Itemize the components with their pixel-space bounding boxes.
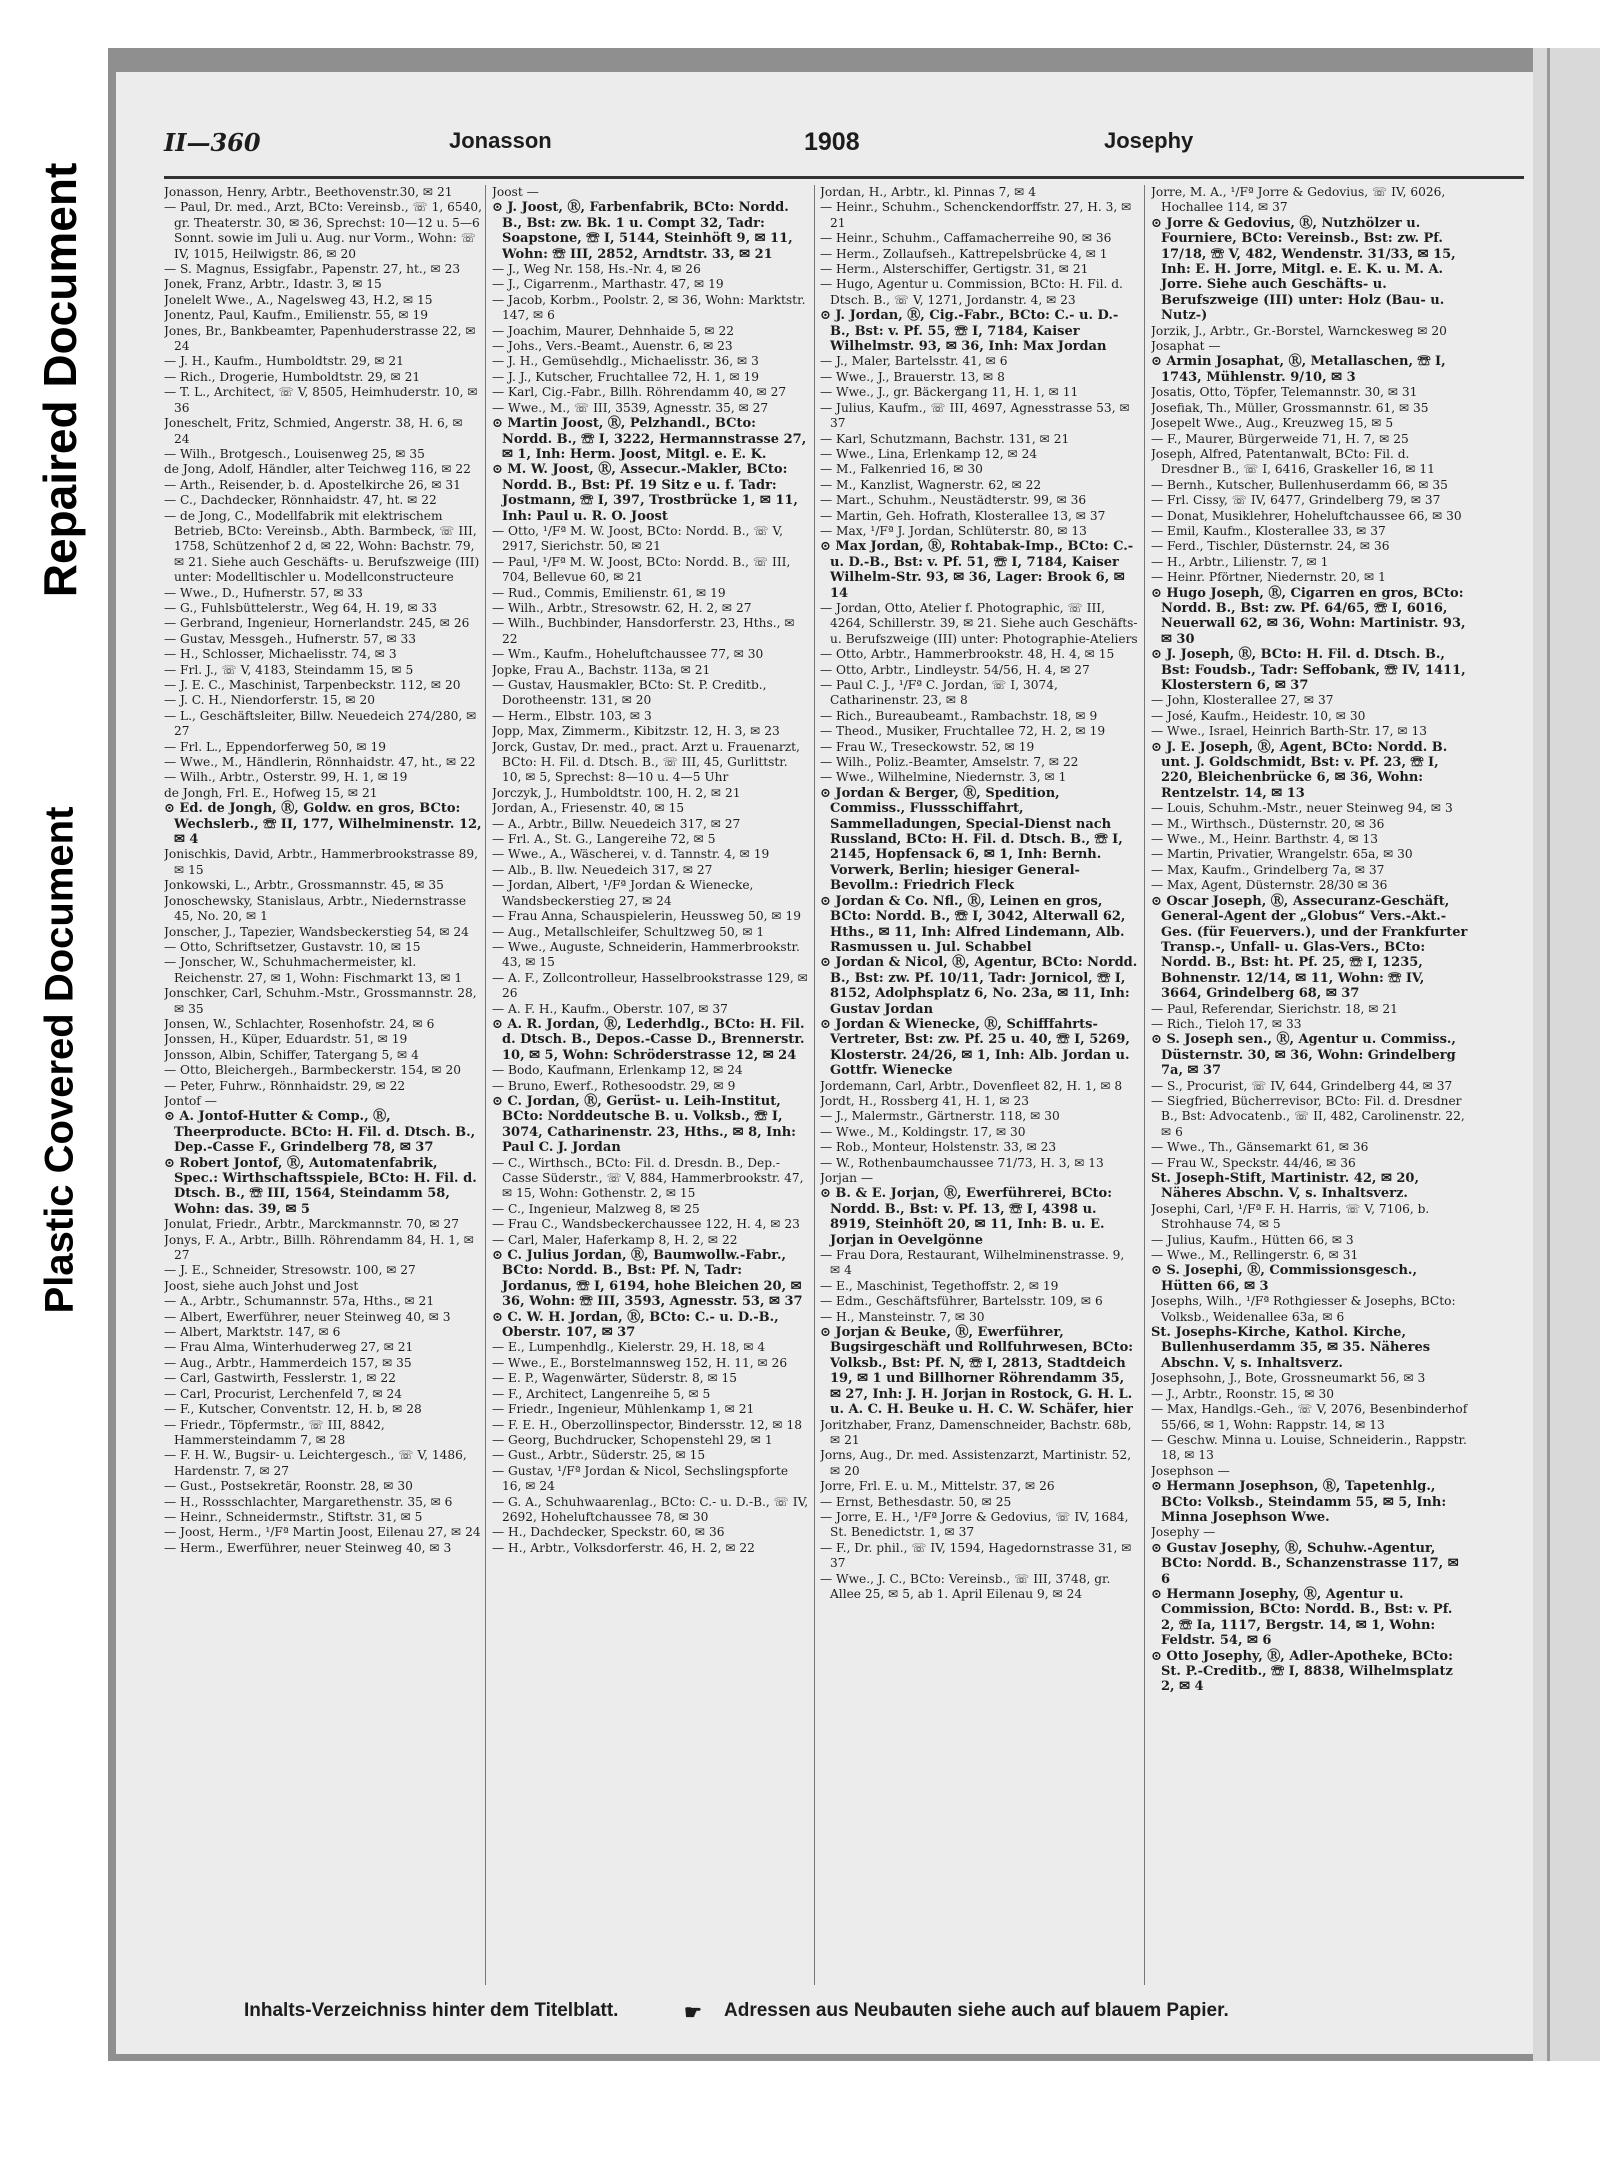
directory-entry: — José, Kaufm., Heidestr. 10, ✉ 30 bbox=[1151, 708, 1366, 723]
directory-entry: ⊙ C. W. H. Jordan, Ⓡ, BCto: C.- u. D.-B., Oberstr. 107, ✉ 37 bbox=[492, 1309, 779, 1341]
directory-entry: St. Josephs-Kirche, Kathol. Kirche, Bullenhuserdamm 35, ✉ 35. Näheres Abschn. V, s. Inhaltsverz. bbox=[1151, 1325, 1431, 1371]
directory-entry: — Herm., Elbstr. 103, ✉ 3 bbox=[492, 708, 652, 723]
directory-entry: — Max, ¹/Fª J. Jordan, Schlüterstr. 80, ✉ 13 bbox=[820, 523, 1087, 538]
directory-entry: — Jordan, Otto, Atelier f. Photographic, ☏ III, 4264, Schillerstr. 39, ✉ 21. Siehe auch Geschäfts- u. Berufszweige (III) unter: Photographie-Ateliers bbox=[820, 600, 1138, 646]
directory-entry: Jordan, H., Arbtr., kl. Pinnas 7, ✉ 4 bbox=[820, 185, 1036, 199]
directory-entry: — Arth., Reisender, b. d. Apostelkirche 26, ✉ 31 bbox=[164, 477, 461, 492]
directory-entry: Jonulat, Friedr., Arbtr., Marckmannstr. 70, ✉ 27 bbox=[164, 1217, 460, 1232]
directory-entry: — Max, Handlgs.-Geh., ☏ V, 2076, Besenbinderhof 55/66, ✉ 1, Wohn: Rappstr. 14, ✉ 13 bbox=[1151, 1402, 1468, 1432]
directory-entry: Josaphat — bbox=[1151, 339, 1221, 354]
directory-entry: — Frau C., Wandsbeckerchaussee 122, H. 4, ✉ 23 bbox=[492, 1217, 800, 1232]
directory-entry: — Friedr., Töpfermstr., ☏ III, 8842, Hammersteindamm 7, ✉ 28 bbox=[164, 1417, 385, 1447]
directory-entry: — F., Architect, Langenreihe 5, ✉ 5 bbox=[492, 1386, 711, 1401]
directory-entry: ⊙ Ed. de Jongh, Ⓡ, Goldw. en gros, BCto: Wechslerb., ☏ II, 177, Wilhelminenstr. 12, ✉ 4 bbox=[164, 801, 482, 848]
directory-entry: — Peter, Fuhrw., Rönnhaidstr. 29, ✉ 22 bbox=[164, 1078, 406, 1093]
directory-entry: ⊙ B. & E. Jorjan, Ⓡ, Ewerführerei, BCto: Nordd. B., Bst: v. Pf. 13, ☏ I, 4398 u. 8919, Steinhöft 20, ✉ 11, Inh: B. u. E. Jorjan in Oevelgönne bbox=[820, 1186, 1113, 1248]
directory-entry: ⊙ A. Jontof-Hutter & Comp., Ⓡ, Theerproducte. BCto: H. Fil. d. Dtsch. B., Dep.-Casse F., Grindelberg 78, ✉ 37 bbox=[164, 1109, 476, 1156]
year: 1908 bbox=[804, 128, 860, 156]
column-4 bbox=[1151, 185, 1469, 1985]
directory-entry: — Martin, Geh. Hofrath, Klosterallee 13, ✉ 37 bbox=[820, 508, 1106, 523]
directory-entry: — Louis, Schuhm.-Mstr., neuer Steinweg 94, ✉ 3 bbox=[1151, 801, 1453, 816]
directory-entry: — H., Rossschlachter, Margarethenstr. 35, ✉ 6 bbox=[164, 1494, 453, 1509]
directory-entry: — de Jong, C., Modellfabrik mit elektrischem Betrieb, BCto: Vereinsb., Abth. Barmbeck, ☏ III, 1758, Schützenhof 2 d, ✉ 22, Wohn: Bachstr. 79, ✉ 21. Siehe auch Geschäfts- u. Berufszweige (III) unter: Modelltischler u. Modellconstructeure bbox=[164, 508, 480, 585]
directory-entry: — J. E., Schneider, Stresowstr. 100, ✉ 27 bbox=[164, 1263, 416, 1278]
directory-entry: — Frau W., Speckstr. 44/46, ✉ 36 bbox=[1151, 1155, 1356, 1170]
directory-entry: — E. P., Wagenwärter, Süderstr. 8, ✉ 15 bbox=[492, 1371, 738, 1386]
directory-entry: ⊙ Hermann Josephson, Ⓡ, Tapetenhlg., BCto: Volksb., Steindamm 55, ✉ 5, Inh: Minna Josephson Wwe. bbox=[1151, 1479, 1447, 1525]
directory-entry: — Gustav, Hausmakler, BCto: St. P. Creditb., Dorotheenstr. 131, ✉ 20 bbox=[492, 678, 767, 708]
directory-entry: Jopp, Max, Zimmerm., Kibitzstr. 12, H. 3, ✉ 23 bbox=[492, 724, 780, 739]
repaired-document-label: Repaired Document bbox=[34, 162, 86, 598]
directory-entry: — Rob., Monteur, Holstenstr. 33, ✉ 23 bbox=[820, 1140, 1057, 1155]
directory-entry: — Paul C. J., ¹/Fª C. Jordan, ☏ I, 3074, Catharinenstr. 23, ✉ 8 bbox=[820, 678, 1058, 708]
directory-entry: — Wwe., D., Hufnerstr. 57, ✉ 33 bbox=[164, 585, 363, 600]
directory-entry: — Julius, Kaufm., ☏ III, 4697, Agnesstrasse 53, ✉ 37 bbox=[820, 400, 1130, 431]
directory-entry: ⊙ J. E. Joseph, Ⓡ, Agent, BCto: Nordd. B. unt. J. Goldschmidt, Bst: v. Pf. 23, ☏ I, 220, Bleichenbrücke 6, ✉ 36, Wohn: Rentzelstr. 14, ✉ 13 bbox=[1151, 739, 1448, 801]
directory-entry: — Theod., Musiker, Fruchtallee 72, H. 2, ✉ 19 bbox=[820, 724, 1106, 739]
directory-entry: — John, Klosterallee 27, ✉ 37 bbox=[1151, 693, 1334, 708]
directory-entry: ⊙ S. Josephi, Ⓡ, Commissionsgesch., Hütten 66, ✉ 3 bbox=[1151, 1263, 1417, 1294]
directory-entry: — A., Arbtr., Schumannstr. 57a, Hths., ✉ 21 bbox=[164, 1294, 435, 1309]
directory-entry: ⊙ Robert Jontof, Ⓡ, Automatenfabrik, Spec.: Wirthschaftsspiele, BCto: H. Fil. d. Dtsch. B., ☏ III, 1564, Steindamm 58, Wohn: das. 39, ✉ 5 bbox=[164, 1155, 477, 1217]
directory-entry: ⊙ Jordan & Berger, Ⓡ, Spedition, Commiss., Flussschiffahrt, Sammelladungen, Special-Dienst nach Russland, BCto: H. Fil. d. Dtsch. B., ☏ I, 2145, Hopfensack 6, ✉ 1, Inh: Bernh. Vorwerk, Berlin; hiesiger General-Bevollm.: Friedrich Fleck bbox=[820, 785, 1123, 894]
directory-entry: — W., Rothenbaumchaussee 71/73, H. 3, ✉ 13 bbox=[820, 1155, 1104, 1170]
directory-entry: — Bodo, Kaufmann, Erlenkamp 12, ✉ 24 bbox=[492, 1063, 743, 1078]
directory-entry: — Wwe., J. C., BCto: Vereinsb., ☏ III, 3748, gr. Allee 25, ✉ 5, ab 1. April Eilenau 9, ✉ 24 bbox=[820, 1571, 1111, 1601]
directory-entry: — Albert, Marktstr. 147, ✉ 6 bbox=[164, 1325, 341, 1340]
directory-entry: — J., Maler, Bartelsstr. 41, ✉ 6 bbox=[820, 354, 1008, 369]
directory-entry: — Karl, Schutzmann, Bachstr. 131, ✉ 21 bbox=[820, 431, 1070, 446]
directory-entry: Jonsen, W., Schlachter, Rosenhofstr. 24, ✉ 6 bbox=[164, 1016, 435, 1031]
directory-entry: — J. H., Gemüsehdlg., Michaelisstr. 36, ✉ 3 bbox=[492, 354, 759, 369]
side-strip bbox=[0, 0, 108, 2177]
directory-entry: — Wwe., E., Borstelmannsweg 152, H. 11, ✉ 26 bbox=[492, 1355, 788, 1370]
directory-entry: — F. E. H., Oberzollinspector, Bindersstr. 12, ✉ 18 bbox=[492, 1417, 802, 1432]
directory-entry: — Max, Agent, Düsternstr. 28/30 ✉ 36 bbox=[1151, 878, 1388, 893]
directory-entry: Joneschelt, Fritz, Schmied, Angerstr. 38, H. 6, ✉ 24 bbox=[164, 416, 463, 446]
directory-entry: Joost — bbox=[492, 185, 539, 199]
directory-entry: — Otto, Schriftsetzer, Gustavstr. 10, ✉ 15 bbox=[164, 939, 421, 954]
directory-entry: ⊙ Hermann Josephy, Ⓡ, Agentur u. Commission, BCto: Nordd. B., Bst: v. Pf. 2, ☏ Ia, 1117, Bergstr. 14, ✉ 1, Wohn: Feldstr. 54, ✉ 6 bbox=[1151, 1586, 1453, 1649]
directory-entry: St. Joseph-Stift, Martinistr. 42, ✉ 20, Näheres Abschn. V, s. Inhaltsverz. bbox=[1151, 1171, 1419, 1202]
directory-entry: — F., Kutscher, Conventstr. 12, H. b, ✉ 28 bbox=[164, 1402, 422, 1417]
directory-entry: Joritzhaber, Franz, Damenschneider, Bachstr. 68b, ✉ 21 bbox=[820, 1417, 1132, 1447]
directory-entry: Josatis, Otto, Töpfer, Telemannstr. 30, ✉ 31 bbox=[1151, 385, 1418, 400]
page-edge bbox=[1533, 48, 1600, 2061]
directory-entry: — Aug., Arbtr., Hammerdeich 157, ✉ 35 bbox=[164, 1355, 412, 1370]
directory-entry: — H., Arbtr., Lilienstr. 7, ✉ 1 bbox=[1151, 554, 1329, 569]
directory-entry: — J., Weg Nr. 158, Hs.-Nr. 4, ✉ 26 bbox=[492, 262, 701, 277]
directory-entry: — Wwe., M., ☏ III, 3539, Agnesstr. 35, ✉ 27 bbox=[492, 400, 769, 415]
directory-entry: — Albert, Ewerführer, neuer Steinweg 40, ✉ 3 bbox=[164, 1309, 451, 1324]
directory-entry: — Herm., Alsterschiffer, Gertigstr. 31, ✉ 21 bbox=[820, 262, 1089, 277]
directory-entry: — Wilh., Buchbinder, Hansdorferstr. 23, Hths., ✉ 22 bbox=[492, 616, 795, 646]
directory-entry: — Heinr., Schneidermstr., Stiftstr. 31, ✉ 5 bbox=[164, 1509, 423, 1524]
directory-entry: — Wilh., Brotgesch., Louisenweg 25, ✉ 35 bbox=[164, 446, 425, 461]
directory-entry: — T. L., Architect, ☏ V, 8505, Heimhuderstr. 10, ✉ 36 bbox=[164, 385, 478, 415]
directory-entry: — Julius, Kaufm., Hütten 66, ✉ 3 bbox=[1151, 1232, 1354, 1247]
directory-entry: — Rich., Tieloh 17, ✉ 33 bbox=[1151, 1016, 1302, 1031]
directory-entry: Joseph, Alfred, Patentanwalt, BCto: Fil. d. Dresdner B., ☏ I, 6416, Graskeller 16, ✉ 11 bbox=[1151, 446, 1435, 477]
directory-entry: ⊙ J. Jordan, Ⓡ, Cig.-Fabr., BCto: C.- u. D.-B., Bst: v. Pf. 55, ☏ I, 7184, Kaiser Wilhelmstr. 93, ✉ 36, Inh: Max Jordan bbox=[820, 308, 1119, 355]
directory-entry: — Carl, Maler, Haferkamp 8, H. 2, ✉ 22 bbox=[492, 1232, 738, 1247]
directory-entry: Jonys, F. A., Arbtr., Billh. Röhrendamm 84, H. 1, ✉ 27 bbox=[164, 1232, 475, 1263]
directory-entry: ⊙ Jordan & Co. Nfl., Ⓡ, Leinen en gros, BCto: Nordd. B., ☏ I, 3042, Alterwall 62, Hths., ✉ 11, Inh: Alfred Lindemann, Alb. Rasmussen u. Jul. Schabbel bbox=[820, 893, 1126, 955]
directory-entry: — Wwe., J., gr. Bäckergang 11, H. 1, ✉ 11 bbox=[820, 385, 1079, 400]
directory-entry: — Johs., Vers.-Beamt., Auenstr. 6, ✉ 23 bbox=[492, 339, 733, 354]
directory-entry: — Wwe., J., Brauerstr. 13, ✉ 8 bbox=[820, 369, 1005, 384]
directory-entry: Jorre, Frl. E. u. M., Mittelstr. 37, ✉ 26 bbox=[820, 1479, 1055, 1494]
directory-entry: — Wwe., Auguste, Schneiderin, Hammerbrookstr. 43, ✉ 15 bbox=[492, 939, 800, 970]
directory-entry: — Joost, Herm., ¹/Fª Martin Joost, Eilenau 27, ✉ 24 bbox=[164, 1525, 481, 1540]
directory-entry: — Jonscher, W., Schuhmachermeister, kl. Reichenstr. 27, ✉ 1, Wohn: Fischmarkt 13, ✉ 1 bbox=[164, 955, 463, 985]
directory-entry: — Frau Anna, Schauspielerin, Heussweg 50, ✉ 19 bbox=[492, 909, 801, 924]
directory-entry: — Wwe., M., Händlerin, Rönnhaidstr. 47, ht., ✉ 22 bbox=[164, 755, 476, 770]
page-number: II—360 bbox=[164, 128, 261, 157]
directory-entry: — C., Wirthsch., BCto: Fil. d. Dresdn. B., Dep.-Casse Süderstr., ☏ V, 884, Hammerbrookstr. 47, ✉ 15, Wohn: Gothenstr. 2, ✉ 15 bbox=[492, 1155, 804, 1201]
directory-entry: — A. F. H., Kaufm., Oberstr. 107, ✉ 37 bbox=[492, 1001, 728, 1016]
directory-entry: ⊙ Jorjan & Beuke, Ⓡ, Ewerführer, Bugsirgeschäft und Rollfuhrwesen, BCto: Volksb., Bst: Pf. N, ☏ I, 2813, Stadtdeich 19, ✉ 1 und Billhorner Röhrendamm 35, ✉ 27, Inh: J. H. Jorjan in Rostock, G. H. L. u. A. C. H. Beuke u. H. C. W. Schäfer, hier bbox=[820, 1325, 1134, 1418]
directory-entry: — Rich., Drogerie, Humboldtstr. 29, ✉ 21 bbox=[164, 369, 421, 384]
directory-entry: — Gerbrand, Ingenieur, Hornerlandstr. 245, ✉ 26 bbox=[164, 616, 470, 631]
directory-entry: — A., Arbtr., Billw. Neuedeich 317, ✉ 27 bbox=[492, 816, 741, 831]
directory-entry: — Wwe., M., Heinr. Barthstr. 4, ✉ 13 bbox=[1151, 832, 1379, 847]
directory-entry: ⊙ Armin Josaphat, Ⓡ, Metallaschen, ☏ I, 1743, Mühlenstr. 9/10, ✉ 3 bbox=[1151, 354, 1446, 385]
directory-entry: — Gust., Postsekretär, Roonstr. 28, ✉ 30 bbox=[164, 1479, 413, 1494]
directory-entry: — Paul, Dr. med., Arzt, BCto: Vereinsb., ☏ 1, 6540, gr. Theaterstr. 30, ✉ 36, Sprechst: 10—12 u. 5—6 Sonnt. sowie im Juli u. Aug. nur Vorm., Wohn: ☏ IV, 1015, Heilwigstr. 86, ✉ 20 bbox=[164, 200, 482, 261]
directory-entry: ⊙ J. Joost, Ⓡ, Farbenfabrik, BCto: Nordd. B., Bst: zw. Bk. 1 u. Compt 32, Tadr: Soapstone, ☏ I, 5144, Steinhöft 9, ✉ 11, Wohn: ☏ III, 2852, Arndtstr. 33, ✉ 21 bbox=[492, 200, 793, 262]
column-3 bbox=[820, 185, 1138, 1985]
directory-entry: ⊙ J. Joseph, Ⓡ, BCto: H. Fil. d. Dtsch. B., Bst: Foudsb., Tadr: Seffobank, ☏ IV, 1411, Klosterstern 6, ✉ 37 bbox=[1151, 647, 1466, 693]
directory-entry: — E., Lumpenhdlg., Kielerstr. 29, H. 18, ✉ 4 bbox=[492, 1340, 766, 1355]
header-rule bbox=[164, 176, 1524, 179]
plastic-covered-document-label: Plastic Covered Document bbox=[37, 806, 82, 1314]
directory-entry: — Frl. L., Eppendorferweg 50, ✉ 19 bbox=[164, 739, 386, 754]
directory-entry: ⊙ Gustav Josephy, Ⓡ, Schuhw.-Agentur, BCto: Nordd. B., Schanzenstrasse 117, ✉ 6 bbox=[1151, 1540, 1459, 1587]
directory-entry: — A. F., Zollcontrolleur, Hasselbrookstrasse 129, ✉ 26 bbox=[492, 970, 808, 1001]
directory-entry: de Jongh, Frl. E., Hofweg 15, ✉ 21 bbox=[164, 785, 378, 800]
directory-entry: — Aug., Metallschleifer, Schultzweg 50, ✉ 1 bbox=[492, 924, 765, 939]
directory-entry: — Edm., Geschäftsführer, Bartelsstr. 109, ✉ 6 bbox=[820, 1294, 1103, 1309]
directory-entry: — Heinr., Schuhm., Caffamacherreihe 90, ✉ 36 bbox=[820, 231, 1112, 246]
directory-entry: Jones, Br., Bankbeamter, Papenhuderstrasse 22, ✉ 24 bbox=[164, 323, 476, 354]
directory-entry: Josefiak, Th., Müller, Grossmannstr. 61, ✉ 35 bbox=[1151, 400, 1429, 415]
directory-entry: — Wwe., Th., Gänsemarkt 61, ✉ 36 bbox=[1151, 1140, 1369, 1155]
directory-entry: Jonek, Franz, Arbtr., Idastr. 3, ✉ 15 bbox=[164, 277, 382, 292]
pointing-hand-icon: ☛ bbox=[684, 2002, 702, 2024]
directory-entry: — Paul, Referendar, Sierichstr. 18, ✉ 21 bbox=[1151, 1001, 1398, 1016]
directory-entry: Josephi, Carl, ¹/Fª F. H. Harris, ☏ V, 7106, b. Strohhause 74, ✉ 5 bbox=[1151, 1201, 1430, 1232]
directory-entry: Jorczyk, J., Humboldtstr. 100, H. 2, ✉ 21 bbox=[492, 785, 741, 800]
directory-entry: — Heinr. Pförtner, Niedernstr. 20, ✉ 1 bbox=[1151, 570, 1386, 585]
directory-entry: Jonoschewsky, Stanislaus, Arbtr., Niedernstrasse 45, No. 20, ✉ 1 bbox=[164, 893, 467, 924]
directory-entry: de Jong, Adolf, Händler, alter Teichweg 116, ✉ 22 bbox=[164, 462, 471, 477]
directory-entry: — Hugo, Agentur u. Commission, BCto: H. Fil. d. Dtsch. B., ☏ V, 1271, Jordanstr. 4, ✉ 23 bbox=[820, 277, 1123, 307]
directory-entry: — Wwe., M., Rellingerstr. 6, ✉ 31 bbox=[1151, 1248, 1359, 1263]
directory-entry: Josepelt Wwe., Aug., Kreuzweg 15, ✉ 5 bbox=[1151, 416, 1394, 431]
directory-entry: — Carl, Gastwirth, Fesslerstr. 1, ✉ 22 bbox=[164, 1371, 396, 1386]
directory-entry: — J. H., Kaufm., Humboldtstr. 29, ✉ 21 bbox=[164, 354, 404, 369]
directory-entry: — F., Dr. phil., ☏ IV, 1594, Hagedornstrasse 31, ✉ 37 bbox=[820, 1540, 1132, 1571]
directory-entry: Josephsohn, J., Bote, Grossneumarkt 56, ✉ 3 bbox=[1151, 1371, 1426, 1386]
directory-entry: — Rud., Commis, Emilienstr. 61, ✉ 19 bbox=[492, 585, 726, 600]
directory-entry: Joost, siehe auch Johst und Jost bbox=[164, 1278, 359, 1293]
directory-entry: — Frau Dora, Restaurant, Wilhelminenstrasse. 9, ✉ 4 bbox=[820, 1248, 1125, 1278]
directory-entry: — Donat, Musiklehrer, Hoheluftchaussee 66, ✉ 30 bbox=[1151, 508, 1462, 523]
directory-entry: — Wm., Kaufm., Hoheluftchaussee 77, ✉ 30 bbox=[492, 647, 764, 662]
directory-entry: Jonischkis, David, Arbtr., Hammerbrookstrasse 89, ✉ 15 bbox=[164, 847, 478, 877]
directory-entry: ⊙ C. Jordan, Ⓡ, Gerüst- u. Leih-Institut, BCto: Norddeutsche B. u. Volksb., ☏ I, 3074, Catharinenstr. 23, Hths., ✉ 8, Inh: Paul C. J. Jordan bbox=[492, 1093, 796, 1156]
directory-entry: — Frl. A., St. G., Langereihe 72, ✉ 5 bbox=[492, 832, 716, 847]
directory-entry: — Wwe., Israel, Heinrich Barth-Str. 17, ✉ 13 bbox=[1151, 724, 1427, 739]
directory-entry: — Alb., B. llw. Neuedeich 317, ✉ 27 bbox=[492, 862, 713, 877]
directory-entry: — Heinr., Schuhm., Schenckendorffstr. 27, H. 3, ✉ 21 bbox=[820, 200, 1132, 230]
directory-entry: ⊙ Jordan & Nicol, Ⓡ, Agentur, BCto: Nordd. B., Bst: zw. Pf. 10/11, Tadr: Jornicol, ☏ I, 8152, Adolphsplatz 6, No. 23a, ✉ 11, Inh: Gustav Jordan bbox=[820, 955, 1138, 1017]
column-divider bbox=[814, 185, 815, 1985]
directory-entry: — Wilh., Poliz.-Beamter, Amselstr. 7, ✉ 22 bbox=[820, 755, 1079, 770]
directory-entry: — L., Geschäftsleiter, Billw. Neuedeich 274/280, ✉ 27 bbox=[164, 708, 477, 739]
directory-entry: — J., Cigarrenm., Marthastr. 47, ✉ 19 bbox=[492, 277, 724, 292]
directory-entry: — Ernst, Bethesdastr. 50, ✉ 25 bbox=[820, 1494, 1012, 1509]
directory-entry: — Jorre, E. H., ¹/Fª Jorre & Gedovius, ☏ IV, 1684, St. Benedictstr. 1, ✉ 37 bbox=[820, 1509, 1129, 1540]
directory-entry: Jorns, Aug., Dr. med. Assistenzarzt, Martinistr. 52, ✉ 20 bbox=[820, 1448, 1132, 1478]
column-divider bbox=[1144, 185, 1145, 1985]
directory-entry: Jordemann, Carl, Arbtr., Dovenfleet 82, H. 1, ✉ 8 bbox=[820, 1078, 1123, 1093]
directory-entry: — G. A., Schuhwaarenlag., BCto: C.- u. D.-B., ☏ IV, 2692, Hoheluftchaussee 78, ✉ 30 bbox=[492, 1494, 809, 1524]
directory-entry: — J., Malermstr., Gärtnerstr. 118, ✉ 30 bbox=[820, 1109, 1060, 1124]
page-footer bbox=[164, 1992, 1524, 2032]
directory-entry: — Siegfried, Bücherrevisor, BCto: Fil. d. Dresdner B., Bst: Advocatenb., ☏ II, 482, Carolinenstr. 22, ✉ 6 bbox=[1151, 1093, 1465, 1139]
directory-entry: ⊙ S. Joseph sen., Ⓡ, Agentur u. Commiss., Düsternstr. 30, ✉ 36, Wohn: Grindelberg 7a, ✉ 37 bbox=[1151, 1032, 1456, 1079]
directory-entry: — Karl, Cig.-Fabr., Billh. Röhrendamm 40, ✉ 27 bbox=[492, 385, 787, 400]
directory-entry: Jonssen, H., Küper, Eduardstr. 51, ✉ 19 bbox=[164, 1032, 408, 1047]
directory-entry: Josephson — bbox=[1151, 1463, 1230, 1478]
column-divider bbox=[485, 185, 486, 1985]
directory-entry: Jonsson, Albin, Schiffer, Tatergang 5, ✉ 4 bbox=[164, 1047, 419, 1062]
directory-entry: ⊙ Jorre & Gedovius, Ⓡ, Nutzhölzer u. Fourniere, BCto: Vereinsb., Bst: zw. Pf. 17/18, ☏ V, 482, Wendenstr. 31/33, ✉ 15, Inh: E. H. Jorre, Mitgl. e. E. K. u. M. A. Jorre. Siehe auch Geschäfts- u. Berufszweige (III) unter: Holz (Bau- u. Nutz-) bbox=[1151, 215, 1456, 324]
directory-entry: — Bernh., Kutscher, Bullenhuserdamm 66, ✉ 35 bbox=[1151, 477, 1448, 492]
directory-entry: — Gust., Arbtr., Süderstr. 25, ✉ 15 bbox=[492, 1448, 706, 1463]
directory-entry: — Wilh., Arbtr., Osterstr. 99, H. 1, ✉ 19 bbox=[164, 770, 408, 785]
directory-entry: Jonasson, Henry, Arbtr., Beethovenstr.30, ✉ 21 bbox=[164, 185, 453, 199]
directory-entry: — Otto, Bleichergeh., Barmbeckerstr. 154, ✉ 20 bbox=[164, 1063, 461, 1078]
directory-entry: — Paul, ¹/Fª M. W. Joost, BCto: Nordd. B., ☏ III, 704, Bellevue 60, ✉ 21 bbox=[492, 554, 791, 585]
directory-entry: — Martin, Privatier, Wrangelstr. 65a, ✉ 30 bbox=[1151, 847, 1413, 862]
footer-new-buildings-note: Adressen aus Neubauten siehe auch auf blauem Papier. bbox=[724, 2000, 1229, 2021]
directory-entry: — Mart., Schuhm., Neustädterstr. 99, ✉ 36 bbox=[820, 493, 1087, 508]
directory-entry: — S. Magnus, Essigfabr., Papenstr. 27, ht., ✉ 23 bbox=[164, 262, 461, 277]
directory-entry: — Wilh., Arbtr., Stresowstr. 62, H. 2, ✉ 27 bbox=[492, 600, 752, 615]
directory-entry: Jordan, A., Friesenstr. 40, ✉ 15 bbox=[492, 801, 685, 816]
directory-entry: ⊙ Oscar Joseph, Ⓡ, Assecuranz-Geschäft, General-Agent der „Globus“ Vers.-Akt.-Ges. (für Feuervers.), und der Frankfurter Transp.-, Unfall- u. Glas-Vers., BCto: Nordd. B., Bst: ht. Pf. 25, ☏ I, 1235, Bohnenstr. 12/14, ✉ 11, Wohn: ☏ IV, 3664, Grindelberg 68, ✉ 37 bbox=[1151, 893, 1468, 1002]
directory-entry: Jonscher, J., Tapezier, Wandsbeckerstieg 54, ✉ 24 bbox=[164, 924, 469, 939]
directory-entry: — Emil, Kaufm., Klosterallee 33, ✉ 37 bbox=[1151, 523, 1386, 538]
directory-entry: — Joachim, Maurer, Dehnhaide 5, ✉ 22 bbox=[492, 323, 734, 338]
last-entry-name: Josephy bbox=[1104, 128, 1194, 153]
directory-entry: — Otto, Arbtr., Hammerbrookstr. 48, H. 4, ✉ 15 bbox=[820, 647, 1115, 662]
directory-entry: — H., Schlosser, Michaelisstr. 74, ✉ 3 bbox=[164, 647, 397, 662]
directory-entry: — Otto, ¹/Fª M. W. Joost, BCto: Nordd. B., ☏ V, 2917, Sierichstr. 50, ✉ 21 bbox=[492, 523, 784, 554]
directory-entry: — H., Dachdecker, Speckstr. 60, ✉ 36 bbox=[492, 1525, 725, 1540]
directory-entry: — Otto, Arbtr., Lindleystr. 54/56, H. 4, ✉ 27 bbox=[820, 662, 1090, 677]
directory-entry: — Geschw. Minna u. Louise, Schneiderin., Rappstr. 18, ✉ 13 bbox=[1151, 1432, 1467, 1463]
directory-entry: ⊙ C. Julius Jordan, Ⓡ, Baumwollw.-Fabr., BCto: Nordd. B., Bst: Pf. N, Tadr: Jordanus, ☏ I, 6194, hohe Bleichen 20, ✉ 36, Wohn: ☏ III, 3593, Agnesstr. 53, ✉ 37 bbox=[492, 1248, 803, 1310]
directory-entry: — Bruno, Ewerf., Rothesoodstr. 29, ✉ 9 bbox=[492, 1078, 736, 1093]
directory-entry: — M., Falkenried 16, ✉ 30 bbox=[820, 462, 983, 477]
directory-entry: — J. C. H., Niendorferstr. 15, ✉ 20 bbox=[164, 693, 376, 708]
directory-entry: Jontof — bbox=[164, 1093, 217, 1108]
directory-entry: Jonentz, Paul, Kaufm., Emilienstr. 55, ✉ 19 bbox=[164, 308, 428, 323]
directory-entry: ⊙ Jordan & Wienecke, Ⓡ, Schifffahrts-Vertreter, Bst: zw. Pf. 25 u. 40, ☏ I, 5269, Klosterstr. 24/26, ✉ 1, Inh: Alb. Jordan u. Gottfr. Wienecke bbox=[820, 1016, 1130, 1079]
page-header bbox=[164, 120, 1524, 170]
directory-entry: Jopke, Frau A., Bachstr. 113a, ✉ 21 bbox=[492, 662, 711, 677]
directory-entry: — Georg, Buchdrucker, Schopenstehl 29, ✉ 1 bbox=[492, 1432, 773, 1447]
directory-entry: ⊙ Martin Joost, Ⓡ, Pelzhandl., BCto: Nordd. B., ☏ I, 3222, Hermannstrasse 27, ✉ 1, Inh: Herm. Joost, Mitgl. e. E. K. bbox=[492, 416, 807, 462]
directory-entry: — Frl. Cissy, ☏ IV, 6477, Grindelberg 79, ✉ 37 bbox=[1151, 493, 1441, 508]
directory-entry: — J. J., Kutscher, Fruchtallee 72, H. 1, ✉ 19 bbox=[492, 369, 760, 384]
directory-entry: — Max, Kaufm., Grindelberg 7a, ✉ 37 bbox=[1151, 862, 1385, 877]
column-1 bbox=[164, 185, 482, 1985]
directory-entry: — H., Arbtr., Volksdorferstr. 46, H. 2, ✉ 22 bbox=[492, 1540, 755, 1555]
directory-entry: — Herm., Ewerführer, neuer Steinweg 40, ✉ 3 bbox=[164, 1540, 452, 1555]
directory-entry: — Frl. J., ☏ V, 4183, Steindamm 15, ✉ 5 bbox=[164, 662, 414, 677]
column-2 bbox=[492, 185, 810, 1985]
directory-entry: — J., Arbtr., Roonstr. 15, ✉ 30 bbox=[1151, 1386, 1334, 1401]
directory-entry: — Ferd., Tischler, Düsternstr. 24, ✉ 36 bbox=[1151, 539, 1390, 554]
directory-entry: Jonelelt Wwe., A., Nagelsweg 43, H.2, ✉ 15 bbox=[164, 292, 433, 307]
directory-entry: — C., Dachdecker, Rönnhaidstr. 47, ht. ✉ 22 bbox=[164, 493, 437, 508]
directory-entry: — Friedr., Ingenieur, Mühlenkamp 1, ✉ 21 bbox=[492, 1402, 755, 1417]
directory-entry: ⊙ A. R. Jordan, Ⓡ, Lederhdlg., BCto: H. Fil. d. Dtsch. B., Depos.-Casse D., Brennerstr. 10, ✉ 5, Wohn: Schröderstrasse 12, ✉ 24 bbox=[492, 1016, 805, 1063]
first-entry-name: Jonasson bbox=[449, 128, 552, 153]
directory-entry: Jorre, M. A., ¹/Fª Jorre & Gedovius, ☏ IV, 6026, Hochallee 114, ✉ 37 bbox=[1151, 185, 1446, 215]
directory-entry: — M., Kanzlist, Wagnerstr. 62, ✉ 22 bbox=[820, 477, 1042, 492]
directory-entry: ⊙ Hugo Joseph, Ⓡ, Cigarren en gros, BCto: Nordd. B., Bst: zw. Pf. 64/65, ☏ I, 6016, Neuerwall 62, ✉ 36, Wohn: Martinistr. 93, ✉ 30 bbox=[1151, 585, 1466, 647]
directory-entry: — Jacob, Korbm., Poolstr. 2, ✉ 36, Wohn: Marktstr. 147, ✉ 6 bbox=[492, 292, 806, 323]
directory-entry: — Frau W., Treseckowstr. 52, ✉ 19 bbox=[820, 739, 1035, 754]
directory-entry: Jordt, H., Rossberg 41, H. 1, ✉ 23 bbox=[820, 1093, 1030, 1108]
directory-entry: — Wwe., M., Koldingstr. 17, ✉ 30 bbox=[820, 1124, 1026, 1139]
directory-entry: — F. H. W., Bugsir- u. Leichtergesch., ☏ V, 1486, Hardenstr. 7, ✉ 27 bbox=[164, 1448, 467, 1478]
directory-entry: ⊙ Otto Josephy, Ⓡ, Adler-Apotheke, BCto: St. P.-Creditb., ☏ I, 8838, Wilhelmsplatz 2, ✉ 4 bbox=[1151, 1648, 1453, 1695]
directory-entry: — G., Fuhlsbüttelerstr., Weg 64, H. 19, ✉ 33 bbox=[164, 600, 438, 615]
directory-entry: Jonkowski, L., Arbtr., Grossmannstr. 45, ✉ 35 bbox=[164, 878, 444, 893]
directory-entry: — H., Mansteinstr. 7, ✉ 30 bbox=[820, 1309, 985, 1324]
directory-entry: Jorjan — bbox=[820, 1171, 874, 1185]
directory-entry: — Carl, Procurist, Lerchenfeld 7, ✉ 24 bbox=[164, 1386, 403, 1401]
footer-index-note: Inhalts-Verzeichniss hinter dem Titelblatt. bbox=[244, 2000, 619, 2021]
directory-entry: — Wwe., Lina, Erlenkamp 12, ✉ 24 bbox=[820, 446, 1038, 461]
directory-entry: — Wwe., A., Wäscherei, v. d. Tannstr. 4, ✉ 19 bbox=[492, 847, 770, 862]
directory-entry: — F., Maurer, Bürgerweide 71, H. 7, ✉ 25 bbox=[1151, 431, 1409, 446]
directory-entry: — S., Procurist, ☏ IV, 644, Grindelberg 44, ✉ 37 bbox=[1151, 1078, 1453, 1093]
directory-entry: — Frau Alma, Winterhuderweg 27, ✉ 21 bbox=[164, 1340, 414, 1355]
directory-entry: — E., Maschinist, Tegethoffstr. 2, ✉ 19 bbox=[820, 1278, 1059, 1293]
directory-entry: — J. E. C., Maschinist, Tarpenbeckstr. 112, ✉ 20 bbox=[164, 678, 461, 692]
directory-entry: ⊙ M. W. Joost, Ⓡ, Assecur.-Makler, BCto: Nordd. B., Bst: Pf. 19 Sitz e u. f. Tadr: Jostmann, ☏ I, 397, Trostbrücke 1, ✉ 11, Inh: Paul u. R. O. Joost bbox=[492, 462, 798, 524]
directory-entry: Josephy — bbox=[1151, 1525, 1216, 1540]
directory-page bbox=[116, 72, 1533, 2054]
directory-entry: Jorck, Gustav, Dr. med., pract. Arzt u. Frauenarzt, BCto: H. Fil. d. Dtsch. B., ☏ III, 45, Gurlittstr. 10, ✉ 5, Sprechst: 8—10 u. 4—5 Uhr bbox=[492, 739, 800, 785]
directory-entry: — Gustav, Messgeh., Hufnerstr. 57, ✉ 33 bbox=[164, 631, 417, 646]
directory-entry: — Jordan, Albert, ¹/Fª Jordan & Wienecke, Wandsbeckerstieg 27, ✉ 24 bbox=[492, 878, 754, 908]
directory-entry: Jorzik, J., Arbtr., Gr.-Borstel, Warnckesweg ✉ 20 bbox=[1151, 323, 1447, 338]
directory-entry: Jonschker, Carl, Schuhm.-Mstr., Grossmannstr. 28, ✉ 35 bbox=[164, 986, 477, 1016]
directory-entry: — Gustav, ¹/Fª Jordan & Nicol, Sechslingspforte 16, ✉ 24 bbox=[492, 1463, 789, 1494]
directory-entry: — Rich., Bureaubeamt., Rambachstr. 18, ✉ 9 bbox=[820, 708, 1098, 723]
directory-entry: ⊙ Max Jordan, Ⓡ, Rohtabak-Imp., BCto: C.- u. D.-B., Bst: v. Pf. 51, ☏ I, 7184, Kaiser Wilhelm-Str. 93, ✉ 36, Lager: Brook 6, ✉ 14 bbox=[820, 539, 1134, 601]
directory-entry: — Herm., Zollaufseh., Kattrepelsbrücke 4, ✉ 1 bbox=[820, 246, 1108, 261]
directory-entry: — M., Wirthsch., Düsternstr. 20, ✉ 36 bbox=[1151, 816, 1385, 831]
directory-entry: Josephs, Wilh., ¹/Fª Rothgiesser & Josephs, BCto: Volksb., Weidenallee 63a, ✉ 6 bbox=[1151, 1294, 1456, 1324]
directory-entry: — Wwe., Wilhelmine, Niedernstr. 3, ✉ 1 bbox=[820, 770, 1067, 785]
directory-entry: — C., Ingenieur, Malzweg 8, ✉ 25 bbox=[492, 1201, 700, 1216]
